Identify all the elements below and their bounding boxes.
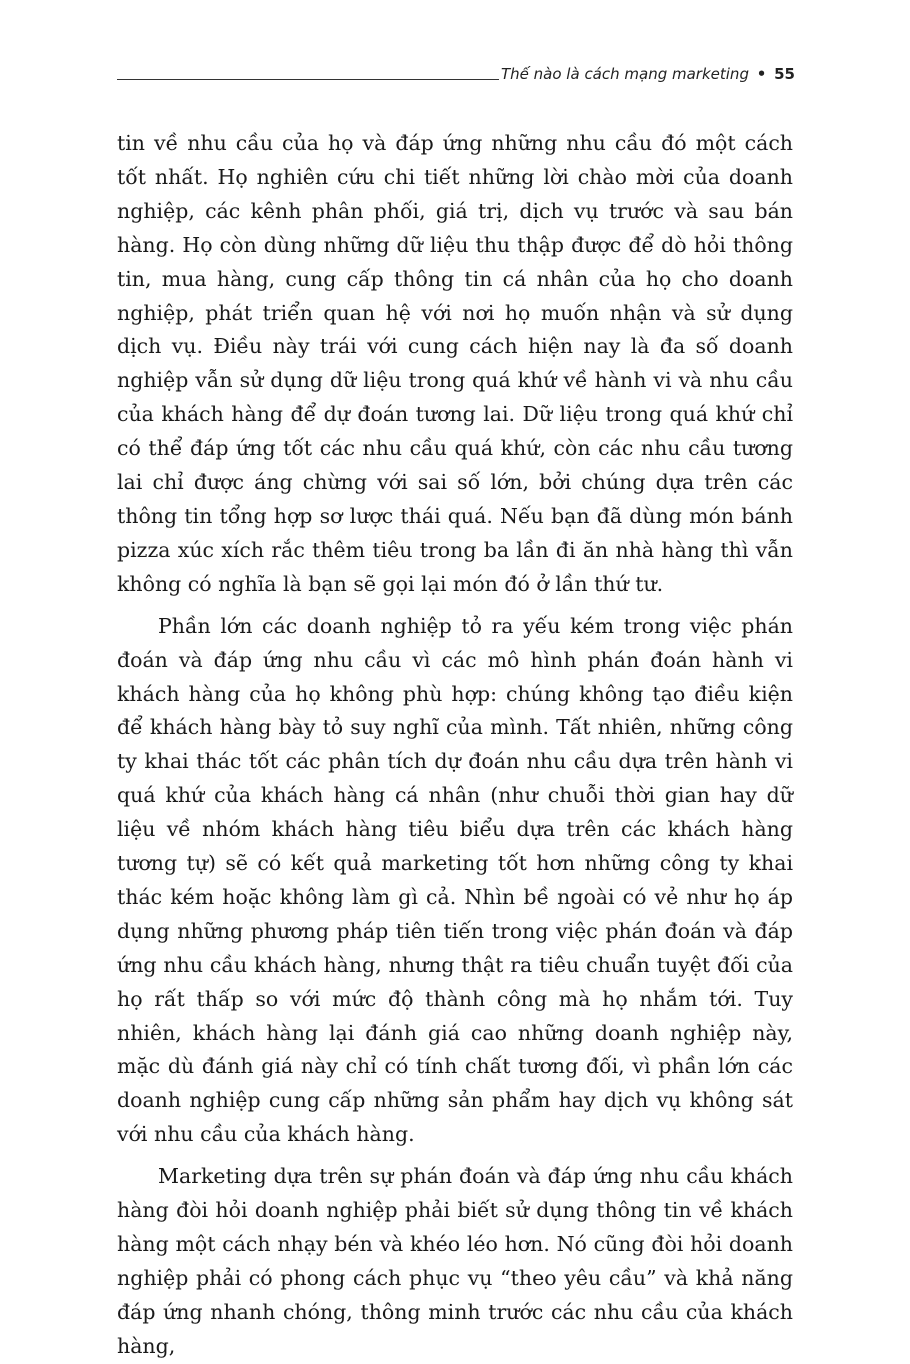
body-text — [117, 127, 793, 1364]
header-rule — [117, 79, 499, 80]
paragraph-continued: tin về nhu cầu của họ và đáp ứng những nhu cầu đó một cách tốt nhất. Họ nghiên cứu chi tiết những lời chào mời của doanh nghiệp, các kênh phân phối, giá trị, dịch vụ trước và sau bán hàng. Họ còn dùng những dữ liệu thu thập được để dò hỏi thông tin, mua hàng, cung cấp thông tin cá nhân của họ cho doanh nghiệp, phát triển quan hệ với nơi họ muốn nhận và sử dụng dịch vụ. Điều này trái với cung cách hiện nay là đa số doanh nghiệp vẫn sử dụng dữ liệu trong quá khứ về hành vi và nhu cầu của khách hàng để dự đoán tương lai. Dữ liệu trong quá khứ chỉ có thể đáp ứng tốt các nhu cầu quá khứ, còn các nhu cầu tương lai chỉ được áng chừng với sai số lớn, bởi chúng dựa trên các thông tin tổng hợp sơ lược thái quá. Nếu bạn đã dùng món bánh pizza xúc xích rắc thêm tiêu trong ba lần đi ăn nhà hàng thì vẫn không có nghĩa là bạn sẽ gọi lại món đó ở lần thứ tư. — [117, 131, 793, 596]
running-header — [117, 60, 795, 90]
header-bullet: • — [756, 65, 767, 83]
page-number: 55 — [774, 65, 795, 83]
paragraph: Phần lớn các doanh nghiệp tỏ ra yếu kém trong việc phán đoán và đáp ứng nhu cầu vì các mô hình phán đoán hành vi khách hàng của họ không phù hợp: chúng không tạo điều kiện để khách hàng bày tỏ suy nghĩ của mình. Tất nhiên, những công ty khai thác tốt các phân tích dự đoán nhu cầu dựa trên hành vi quá khứ của khách hàng cá nhân (như chuỗi thời gian hay dữ liệu về nhóm khách hàng tiêu biểu dựa trên các khách hàng tương tự) sẽ có kết quả marketing tốt hơn những công ty khai thác kém hoặc không làm gì cả. Nhìn bề ngoài có vẻ như họ áp dụng những phương pháp tiên tiến trong việc phán đoán và đáp ứng nhu cầu khách hàng, nhưng thật ra tiêu chuẩn tuyệt đối của họ rất thấp so với mức độ thành công mà họ nhắm tới. Tuy nhiên, khách hàng lại đánh giá cao những doanh nghiệp này, mặc dù đánh giá này chỉ có tính chất tương đối, vì phần lớn các doanh nghiệp cung cấp những sản phẩm hay dịch vụ không sát với nhu cầu của khách hàng. — [117, 613, 793, 1147]
paragraph: Marketing dựa trên sự phán đoán và đáp ứng nhu cầu khách hàng đòi hỏi doanh nghiệp phải biết sử dụng thông tin về khách hàng một cách nhạy bén và khéo léo hơn. Nó cũng đòi hỏi doanh nghiệp phải có phong cách phục vụ “theo yêu cầu” và khả năng đáp ứng nhanh chóng, thông minh trước các nhu cầu của khách hàng, — [117, 1164, 793, 1358]
header-text — [501, 65, 795, 83]
chapter-title: Thế nào là cách mạng marketing — [501, 65, 749, 83]
